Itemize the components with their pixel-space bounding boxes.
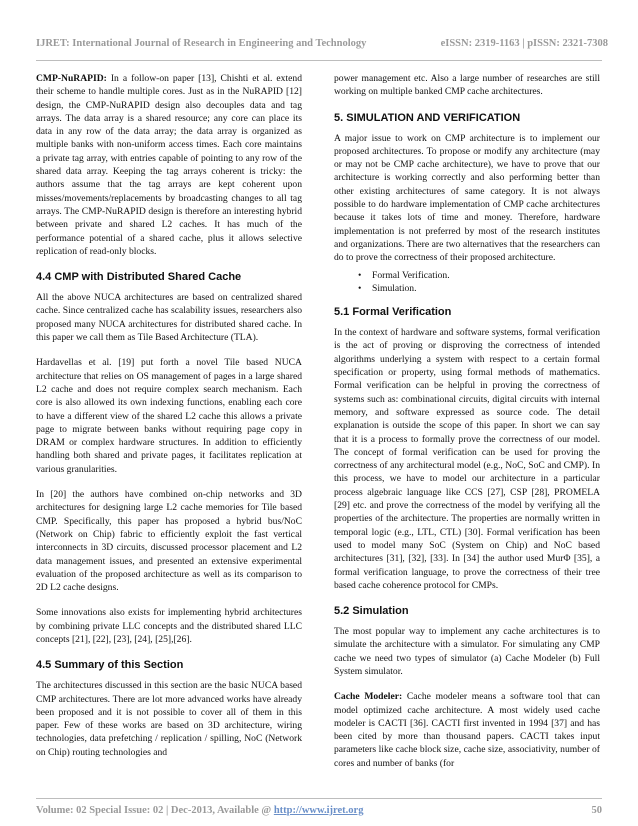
list-item: • Simulation.: [372, 282, 600, 295]
list-item: • Formal Verification.: [372, 269, 600, 282]
bullet-list: [334, 269, 600, 296]
paragraph: In [20] the authors have combined on-chip networks and 3D architectures for designing large L2 cache memories for Tile based CMP. Specifically, this paper has proposed a hybrid bus/NoC (Network on Chip) fabric to efficiently exploit the fast vertical interconnects in 3D circuits, discussed processor placement and L2 data management issues, and presented an extensive experimental evaluation of the proposed architecture as well as its comparison to 2D L2 cache designs.: [36, 489, 302, 594]
section-heading-4-4: 4.4 CMP with Distributed Shared Cache: [36, 271, 242, 284]
paragraph: The most popular way to implement any cache architectures is to simulate the architecture with a simulator. For simulating any CMP cache we need two types of simulator (a) Cache Modeler (b) Full System simulator.: [334, 626, 600, 677]
paragraph: The architectures discussed in this section are the basic NUCA based CMP architectures. There are lot more advanced works have already been proposed and it is not possible to cover all of them in this paper. Few of these works are based on 3D architecture, wiring technologies, data prefetching / replication / spilling, NoC (Network on Chip) routing technologies and: [36, 680, 302, 758]
paragraph-text: Cache modeler means a software tool that can model optimized cache architecture. A most widely used cache modeler is CACTI [36]. CACTI first invented in 1994 [37] and has been cited by more than thousand papers. CACTI takes input parameters like cache block size, cache size, associativity, number of cores and number of banks (for: [334, 691, 600, 769]
paragraph: In the context of hardware and software systems, formal verification is the act of proving or disproving the correctness of intended algorithms underlying a system with respect to a certain formal specification or property, using formal methods of mathematics. Formal verification can be helpful in proving the correctness of systems such as: combinational circuits, digital circuits with internal memory, and software expressed as source code. The detail explanation is outside the scope of this paper. In short we can say that it is a process to formally prove the correctness of our model. The concept of formal verification can be used for proving the correctness of any architectural model (e.g., NoC, SoC and CMP). In this process, we have to model our architecture in a particular process algebraic language like CCS [27], CSP [28], PROMELA [29] etc. and prove the correctness of the model by verifying all the properties of the architecture. The properties are normally written in temporal logic (e.g., LTL, CTL) [30]. Formal verification has been used to model many SoC (System on Chip) and NoC based architectures [31], [32], [33]. In [34] the author used MurΦ [35], a formal verification language, to prove the correctness of their tree based cache coherence protocol for CMPs.: [334, 327, 600, 591]
paragraph: All the above NUCA architectures are based on centralized shared cache. Since centralized cache has scalability issues, researchers also proposed many NUCA architectures for distributed shared cache. In this paper we call them as Tile Based Architecture (TLA).: [36, 292, 302, 344]
journal-title: IJRET: International Journal of Research in Engineering and Technology: [36, 38, 367, 49]
running-header: [36, 38, 608, 49]
run-in-heading: CMP-NuRAPID:: [36, 73, 107, 84]
section-heading-5: 5. SIMULATION AND VERIFICATION: [334, 111, 521, 124]
paragraph: power management etc. Also a large number of researches are still working on multiple banked CMP cache architectures.: [334, 73, 600, 98]
section-heading-4-5: 4.5 Summary of this Section: [36, 659, 184, 672]
left-column: [36, 72, 302, 771]
paragraph: Hardavellas et al. [19] put forth a novel Tile based NUCA architecture that relies on OS management of pages in a large shared L2 cache and does not require complex search mechanism. Each core is also allowed its own indexing functions, enabling each core to have a different view of the shared L2 cache this allows a private page to migrate between banks without requiring page copy in DRAM or complex hardware structures. In addition to efficiently handling both shared and private pages, it facilitates replication at various granularities.: [36, 357, 302, 475]
run-in-heading: Cache Modeler:: [334, 691, 403, 703]
page-number: 50: [591, 805, 602, 816]
paragraph: A major issue to work on CMP architecture is to implement our proposed architectures. To propose or modify any architecture (may or may not be CMP cache architecture), we have to prove that our architecture is working correctly and also performing better than other existing architectures of same category. It is not always possible to do hardware implementation of CMP cache architectures because it takes lots of time and money. Therefore, hardware implementation is not preferred by most of the research institutes and organizations. There are two alternatives that the researchers can do to prove the correctness of their proposed architecture.: [334, 132, 600, 264]
footer-volume: Volume: 02 Special Issue: 02 | Dec-2013, Available @: [36, 805, 274, 816]
paragraph-cmp-nurapid: [36, 72, 302, 258]
journal-link[interactable]: http://www.ijret.org: [273, 805, 364, 816]
section-heading-5-1: 5.1 Formal Verification: [334, 306, 452, 319]
issn-info: eISSN: 2319-1163 | pISSN: 2321-7308: [440, 38, 608, 49]
running-footer: [36, 805, 602, 816]
paragraph-text: In a follow-on paper [13], Chishti et al. extend their scheme to handle multiple cores. Just as in the NuRAPID [12] design, the CMP-NuRAPID design also decouples data and tag arrays. The data array is a shared resource; any core can place its data in any row of the data array; the data array is organized as multiple banks with non-uniform access times. Each core maintains a private tag array, with entries capable of pointing to any row of the shared data array. Keeping the tag arrays coherent is tricky: the authors assume that the tag arrays are kept coherent upon misses/movements/replacements by broadcasting changes to all tag arrays. The CMP-NuRAPID design is therefore an interesting hybrid between private and shared L2 caches. It has much of the performance potential of a shared cache, plus it allows selective replication of read-only blocks.: [36, 73, 302, 257]
header-rule: [36, 60, 602, 61]
footer-rule: [36, 798, 602, 799]
paragraph: Some innovations also exists for implementing hybrid architectures by combining private LLC concepts and the distributed shared LLC concepts [21], [22], [23], [24], [25],[26].: [36, 607, 302, 645]
paragraph-cache-modeler: [334, 690, 600, 770]
section-heading-5-2: 5.2 Simulation: [334, 605, 409, 618]
right-column: [334, 72, 600, 782]
